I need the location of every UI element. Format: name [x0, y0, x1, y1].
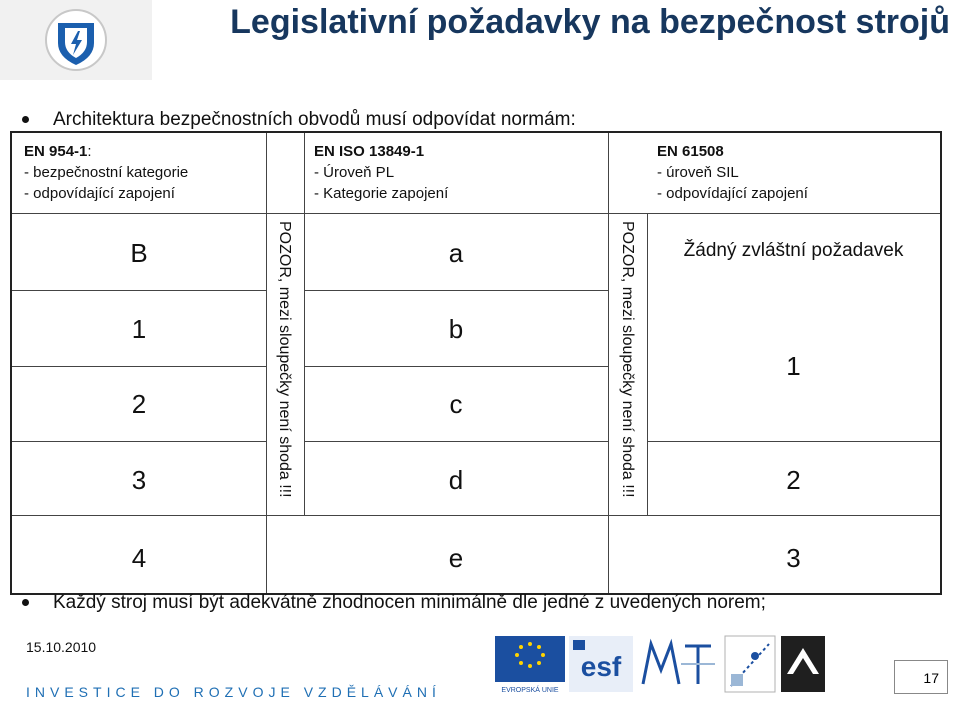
header-line: - bezpečnostní kategorie: [24, 164, 189, 181]
page-number: 17: [894, 660, 948, 694]
institution-logo-icon: [781, 636, 825, 692]
header-line: - odpovídající zapojení: [24, 185, 175, 202]
header-line: - Kategorie zapojení: [314, 185, 449, 202]
footer-date: 15.10.2010: [26, 639, 97, 655]
row-line: [304, 441, 608, 442]
bullet-text: Každý stroj musí být adekvátně zhodnocen minimálně dle jedné z uvedených norem;: [53, 592, 766, 613]
footer-slogan: INVESTICE DO ROZVOJE VZDĚLÁVÁNÍ: [26, 684, 441, 700]
university-logo: [0, 0, 152, 80]
category-cell: 1: [131, 314, 147, 344]
sil-cell: 1: [786, 351, 801, 381]
esf-logo-icon: [569, 636, 633, 692]
bullet-text: Architektura bezpečnostních obvodů musí odpovídat normám:: [53, 109, 576, 130]
header-en-iso-13849-1: [314, 141, 448, 204]
eu-esf-msmt-logos: [493, 634, 826, 696]
sil-none-cell: Žádný zvláštní požadavek: [683, 240, 904, 261]
header-separator: [12, 213, 940, 214]
row-line: [647, 441, 940, 442]
category-cell: 2: [131, 389, 147, 419]
svg-text:esf: esf: [580, 651, 622, 682]
bullet-dot: [22, 599, 29, 606]
row-line: [12, 366, 266, 367]
row-line: [304, 290, 608, 291]
standards-table: [10, 131, 942, 595]
pl-cell: d: [448, 465, 464, 495]
category-cell: 3: [131, 465, 147, 495]
bullet-evaluation: [22, 592, 766, 614]
bullet-architecture: [22, 109, 576, 131]
pl-cell: b: [448, 314, 464, 344]
standard-name: EN 61508: [657, 143, 724, 160]
warning-vertical: POZOR, mezi sloupečky není shoda !!!: [619, 221, 636, 498]
header-line: - úroveň SIL: [657, 164, 739, 181]
title-bar: [0, 0, 960, 80]
standard-name: EN 954-1: [24, 143, 88, 160]
sil-cell: 3: [786, 543, 801, 573]
row-line: [304, 366, 608, 367]
sil-cell: 2: [786, 465, 801, 495]
header-en-954-1: [24, 141, 188, 204]
row-line: [12, 290, 266, 291]
footer-logos: [493, 634, 826, 696]
row-line: [12, 515, 940, 516]
header-en-61508: [657, 141, 808, 204]
eu-label: EVROPSKÁ UNIE: [501, 687, 559, 694]
divider-col2: [608, 133, 609, 593]
pl-cell: a: [448, 238, 464, 268]
category-cell: B: [130, 238, 148, 268]
warning-vertical: POZOR, mezi sloupečky není shoda !!!: [276, 221, 293, 498]
eu-flag-icon: [495, 636, 565, 682]
msmt-logo-icon: [639, 636, 717, 692]
row-line: [12, 441, 266, 442]
bullet-dot: [22, 116, 29, 123]
pl-cell: e: [448, 543, 464, 573]
slide-title: Legislativní požadavky na bezpečnost strojů: [230, 3, 950, 41]
category-cell: 4: [131, 543, 147, 573]
header-line: - Úroveň PL: [314, 164, 395, 181]
divider-col1: [266, 133, 267, 593]
oppa-logo-icon: [725, 636, 775, 692]
header-line: - odpovídající zapojení: [657, 185, 808, 202]
header-colon: :: [87, 143, 92, 160]
pl-cell: c: [449, 389, 463, 419]
shield-logo-icon: [41, 5, 111, 75]
standard-name: EN ISO 13849-1: [314, 143, 425, 160]
